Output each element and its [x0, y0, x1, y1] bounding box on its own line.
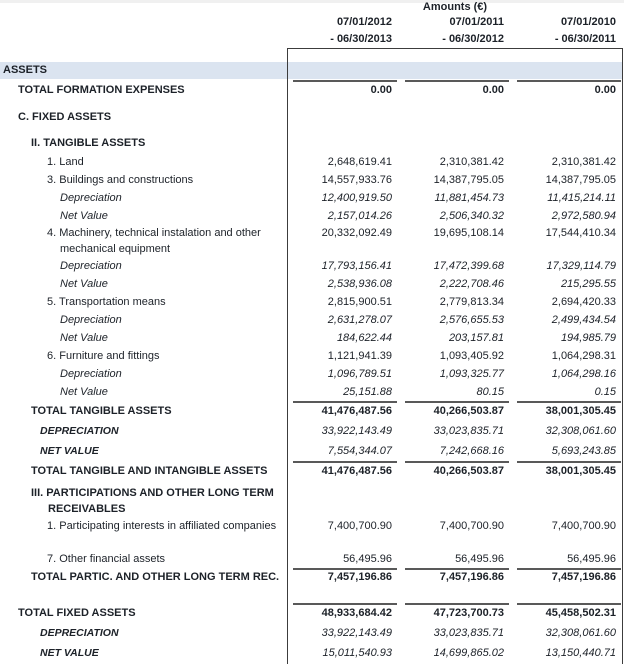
- value-col-1: [287, 485, 399, 517]
- period-column-headers: [0, 14, 623, 48]
- value-col-3: [511, 62, 623, 79]
- row-label: Depreciation: [60, 192, 122, 204]
- value-col-2: 7,457,196.86: [399, 569, 511, 603]
- table-row: [0, 153, 623, 171]
- row-label: 1. Participating interests in affiliated companies: [47, 520, 277, 532]
- value-col-2: 19,695,108.14: [433, 227, 504, 239]
- table-row: [0, 171, 623, 189]
- value-col-2: [399, 485, 511, 517]
- row-label: 6. Furniture and fittings: [47, 350, 160, 362]
- value-col-2: [399, 134, 511, 153]
- table-row: [0, 569, 623, 603]
- value-col-3: 13,150,440.71: [545, 647, 616, 659]
- period-column-1: [287, 14, 399, 48]
- table-row: [0, 275, 623, 293]
- value-col-1: 41,476,487.56: [287, 402, 399, 421]
- value-col-3: [511, 108, 623, 127]
- period-end-date: - 06/30/2011: [554, 33, 616, 45]
- value-col-3: 38,001,305.45: [511, 462, 623, 481]
- value-col-3: 7,457,196.86: [511, 569, 623, 603]
- row-label: DEPRECIATION: [40, 425, 119, 437]
- value-col-1: 7,457,196.86: [287, 569, 399, 603]
- header-spacer: [0, 14, 287, 48]
- table-row: [0, 62, 623, 79]
- row-label: TOTAL TANGIBLE ASSETS: [31, 405, 172, 417]
- row-label: Net Value: [60, 332, 108, 344]
- value-col-2: 2,779,813.34: [439, 296, 504, 308]
- value-col-2: 56,495.96: [455, 553, 504, 565]
- table-row: [0, 402, 623, 421]
- value-col-2: 47,723,700.73: [399, 604, 511, 623]
- value-col-3: 38,001,305.45: [511, 402, 623, 421]
- row-label: DEPRECIATION: [40, 627, 119, 639]
- value-col-2: 40,266,503.87: [399, 462, 511, 481]
- value-col-2: 11,881,454.73: [434, 192, 504, 204]
- value-col-3: 14,387,795.05: [545, 174, 616, 186]
- value-col-1: 1,096,789.51: [327, 368, 392, 380]
- value-col-2: 2,310,381.42: [439, 156, 504, 168]
- period-end-date: - 06/30/2012: [442, 33, 504, 45]
- value-col-2: 0.00: [399, 81, 511, 100]
- row-label: TOTAL TANGIBLE AND INTANGIBLE ASSETS: [31, 465, 268, 477]
- value-col-3: 2,499,434.54: [551, 314, 616, 326]
- value-col-1: 56,495.96: [343, 553, 392, 565]
- table-row: [0, 442, 623, 461]
- value-col-1: 33,922,143.49: [321, 425, 392, 437]
- period-end-date: - 06/30/2013: [330, 33, 392, 45]
- value-col-1: 12,400,919.50: [321, 192, 392, 204]
- table-row: [0, 644, 623, 663]
- value-col-1: 7,400,700.90: [327, 520, 392, 532]
- table-row: [0, 81, 623, 100]
- row-label: 1. Land: [47, 156, 84, 168]
- row-label: 4. Machinery, technical instalation and other mechanical equipment: [47, 227, 261, 255]
- value-col-1: 2,157,014.26: [327, 210, 392, 222]
- value-col-3: 0.00: [511, 81, 623, 100]
- value-col-1: 2,648,619.41: [327, 156, 392, 168]
- row-label: 7. Other financial assets: [47, 553, 166, 565]
- table-row: [0, 257, 623, 275]
- value-col-3: 32,308,061.60: [545, 627, 616, 639]
- value-col-1: 20,332,092.49: [321, 227, 392, 239]
- row-label: NET VALUE: [40, 445, 99, 457]
- period-start-date: 07/01/2011: [449, 16, 504, 28]
- value-col-1: 41,476,487.56: [287, 462, 399, 481]
- value-col-2: [399, 108, 511, 127]
- table-row: [0, 134, 623, 153]
- table-row: [0, 207, 623, 225]
- table-row: [0, 462, 623, 481]
- row-label: TOTAL PARTIC. AND OTHER LONG TERM REC.: [31, 571, 280, 583]
- value-col-2: 17,472,399.68: [433, 260, 504, 272]
- value-col-2: 40,266,503.87: [399, 402, 511, 421]
- table-row: [0, 108, 623, 127]
- value-col-1: 1,121,941.39: [327, 350, 392, 362]
- row-label: III. PARTICIPATIONS AND OTHER LONG TERM RECEIVABLES: [31, 487, 274, 515]
- value-col-3: 2,310,381.42: [551, 156, 616, 168]
- value-col-3: 215,295.55: [560, 278, 616, 290]
- value-col-2: 203,157.81: [448, 332, 504, 344]
- value-col-2: 80.15: [476, 386, 504, 398]
- value-col-2: 2,506,340.32: [439, 210, 504, 222]
- row-label: C. FIXED ASSETS: [18, 111, 112, 123]
- value-col-3: 7,400,700.90: [551, 520, 616, 532]
- value-col-3: 11,415,214.11: [547, 192, 616, 204]
- value-col-1: [287, 108, 399, 127]
- value-col-3: 1,064,298.31: [551, 350, 616, 362]
- value-col-3: 0.15: [594, 386, 616, 398]
- row-label: TOTAL FIXED ASSETS: [18, 607, 136, 619]
- table-row: [0, 550, 623, 568]
- table-row: [0, 311, 623, 329]
- row-label: ASSETS: [3, 64, 48, 76]
- value-col-2: 33,023,835.71: [433, 425, 504, 437]
- table-row: [0, 225, 623, 257]
- assets-table: [0, 48, 623, 663]
- value-col-3: 45,458,502.31: [511, 604, 623, 623]
- period-start-date: 07/01/2010: [560, 16, 616, 28]
- value-col-1: [287, 62, 399, 79]
- value-col-2: 7,400,700.90: [439, 520, 504, 532]
- value-col-2: [399, 62, 511, 79]
- value-col-2: 7,242,668.16: [439, 445, 504, 457]
- table-row: [0, 604, 623, 623]
- value-col-3: 32,308,061.60: [545, 425, 616, 437]
- value-col-2: 14,387,795.05: [433, 174, 504, 186]
- value-col-1: [287, 134, 399, 153]
- table-row: [0, 422, 623, 441]
- value-col-1: 0.00: [287, 81, 399, 100]
- row-label: Net Value: [60, 210, 108, 222]
- value-col-3: [511, 134, 623, 153]
- table-row: [0, 347, 623, 365]
- value-col-3: 5,693,243.85: [551, 445, 616, 457]
- value-col-3: 194,985.79: [560, 332, 616, 344]
- value-col-1: 184,622.44: [336, 332, 392, 344]
- value-col-1: 17,793,156.41: [321, 260, 392, 272]
- value-col-1: 2,815,900.51: [327, 296, 392, 308]
- value-col-2: 2,576,655.53: [439, 314, 504, 326]
- value-col-3: 17,544,410.34: [545, 227, 616, 239]
- value-col-1: 2,538,936.08: [327, 278, 392, 290]
- table-row: [0, 329, 623, 347]
- value-col-2: 14,699,865.02: [433, 647, 504, 659]
- row-label: 3. Buildings and constructions: [47, 174, 194, 186]
- table-row: [0, 383, 623, 401]
- value-col-3: 2,694,420.33: [551, 296, 616, 308]
- value-col-3: 1,064,298.16: [551, 368, 616, 380]
- value-col-2: 1,093,405.92: [439, 350, 504, 362]
- table-row: [0, 518, 623, 550]
- table-row: [0, 293, 623, 311]
- row-label: NET VALUE: [40, 647, 99, 659]
- value-col-3: 17,329,114.79: [546, 260, 616, 272]
- row-label: 5. Transportation means: [47, 296, 166, 308]
- value-col-3: 56,495.96: [567, 553, 616, 565]
- value-col-1: 7,554,344.07: [327, 445, 392, 457]
- value-col-2: 1,093,325.77: [439, 368, 504, 380]
- row-label: Depreciation: [60, 314, 122, 326]
- value-col-1: 15,011,540.93: [322, 647, 392, 659]
- value-col-1: 33,922,143.49: [321, 627, 392, 639]
- table-row: [0, 485, 623, 517]
- period-column-3: [511, 14, 623, 48]
- value-col-3: 2,972,580.94: [551, 210, 616, 222]
- table-row: [0, 365, 623, 383]
- table-row: [0, 624, 623, 643]
- value-col-1: 2,631,278.07: [327, 314, 392, 326]
- value-col-2: 2,222,708.46: [439, 278, 504, 290]
- value-col-1: 14,557,933.76: [321, 174, 392, 186]
- value-col-3: [511, 485, 623, 517]
- period-column-2: [399, 14, 511, 48]
- period-start-date: 07/01/2012: [336, 16, 392, 28]
- row-label: Depreciation: [60, 260, 122, 272]
- row-label: TOTAL FORMATION EXPENSES: [18, 84, 185, 96]
- value-col-1: 48,933,684.42: [287, 604, 399, 623]
- amounts-header: Amounts (€): [422, 1, 488, 13]
- table-row: [0, 189, 623, 207]
- row-label: Net Value: [60, 278, 108, 290]
- value-col-1: 25,151.88: [343, 386, 392, 398]
- row-label: II. TANGIBLE ASSETS: [31, 137, 146, 149]
- value-col-2: 33,023,835.71: [433, 627, 504, 639]
- row-label: Net Value: [60, 386, 108, 398]
- row-label: Depreciation: [60, 368, 122, 380]
